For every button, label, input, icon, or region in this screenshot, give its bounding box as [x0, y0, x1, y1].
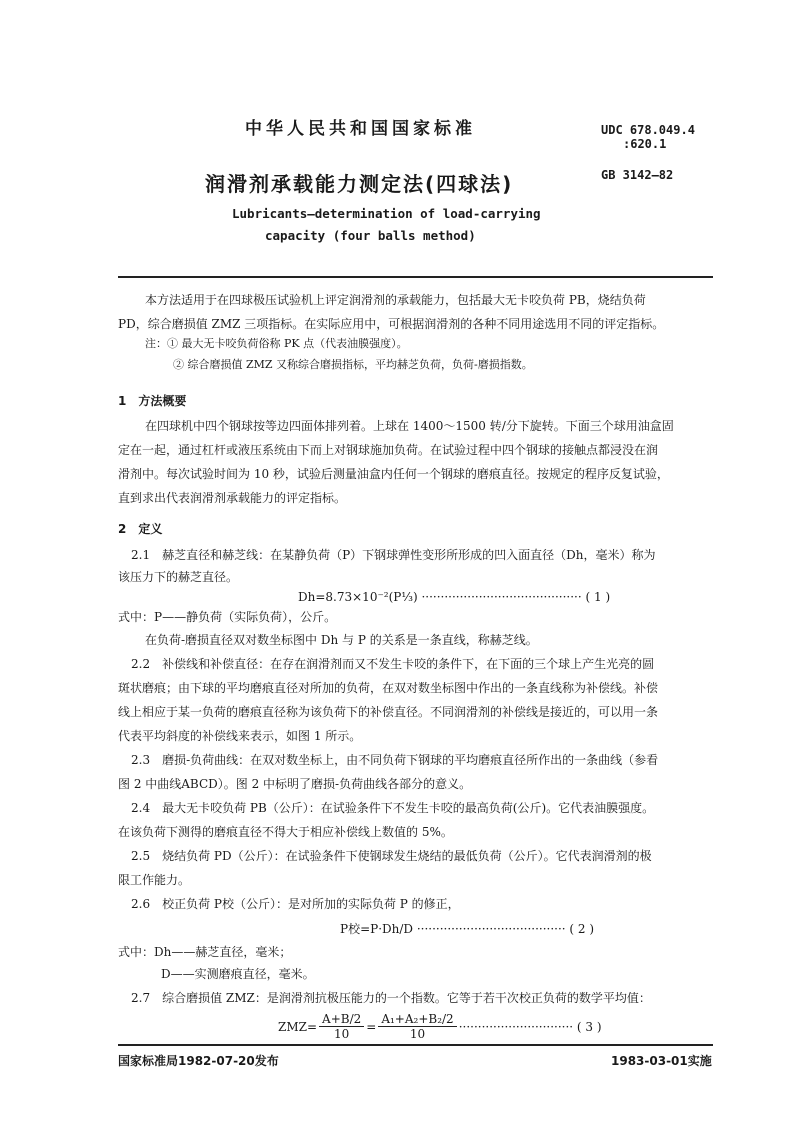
para-2-3-line: 图 2 中曲线ABCD）。图 2 中标明了磨损-负荷曲线各部分的意义。	[118, 777, 472, 791]
english-title-line-1: Lubricants—determination of load-carrying	[232, 206, 541, 221]
equation-1-where: 式中：P——静负荷（实际负荷），公斤。	[118, 610, 337, 624]
equation-3-fraction-2	[378, 1012, 456, 1041]
section-2-heading: 2 定义	[118, 522, 163, 536]
intro-note-1: 注：① 最大无卡咬负荷俗称 PK 点（代表油膜强度）。	[145, 337, 408, 350]
para-2-2-line: 斑状磨痕；由下球的平均磨痕直径对所加的负荷，在双对数坐标图中作出的一条直线称为补偿线。补偿	[118, 681, 659, 695]
equation-3-tail: ······························ ( 3 )	[458, 1019, 602, 1034]
equation-3-fraction-1	[319, 1012, 364, 1041]
equation-3-numerator-1: A+B/2	[319, 1012, 364, 1027]
gb-number: GB 3142—82	[601, 168, 674, 182]
equation-3-denominator-2: 10	[409, 1027, 426, 1041]
intro-line-2: PD，综合磨损值 ZMZ 三项指标。在实际应用中，可根据润滑剂的各种不同用途选用不同的评定指标。	[118, 317, 665, 331]
intro-note-2: ② 综合磨损值 ZMZ 又称综合磨损指标，平均赫芝负荷，负荷-磨损指数。	[173, 358, 533, 371]
equation-1: Dh=8.73×10⁻²(P⅓) ·········································· ( 1 )	[298, 590, 611, 604]
para-2-1-line-3: 在负荷-磨损直径双对数坐标图中 Dh 与 P 的关系是一条直线，称赫芝线。	[145, 633, 538, 647]
section-1-line: 滑剂中。每次试验时间为 10 秒，试验后测量油盒内任何一个钢球的磨痕直径。按规定的程序反复试验，	[118, 467, 669, 481]
para-2-5-line: 2.5 烧结负荷 PD（公斤）：在试验条件下使钢球发生烧结的最低负荷（公斤）。它代表润滑剂的极	[131, 849, 652, 863]
equation-3	[278, 1012, 602, 1041]
equation-2-where-2: D——实测磨痕直径，毫米。	[161, 967, 315, 981]
effective-date: 1983-03-01实施	[611, 1054, 712, 1068]
udc-line-2: :620.1	[623, 137, 667, 151]
udc-line-1: UDC 678.049.4	[601, 123, 695, 137]
para-2-5-line: 限工作能力。	[118, 873, 191, 887]
para-2-3-line: 2.3 磨损-负荷曲线：在双对数坐标上，由不同负荷下钢球的平均磨痕直径所作出的一条曲线（参看	[131, 753, 659, 767]
issue-date: 国家标准局1982-07-20发布	[118, 1054, 279, 1068]
equation-2-where-1: 式中：Dh——赫芝直径，毫米；	[118, 945, 292, 959]
equation-2: P校=P·Dh/D ······································· ( 2 )	[340, 922, 595, 936]
equation-3-numerator-2: A₁+A₂+B₂/2	[378, 1012, 456, 1027]
english-title-line-2: capacity (four balls method)	[265, 228, 476, 243]
para-2-2-line: 线上相应于某一负荷的磨痕直径称为该负荷下的补偿直径。不同润滑剂的补偿线是接近的，可以用一条	[118, 705, 659, 719]
para-2-4-line: 2.4 最大无卡咬负荷 PB（公斤）：在试验条件下不发生卡咬的最高负荷(公斤)。它代表油膜强度。	[131, 801, 655, 815]
para-2-1-line-2: 该压力下的赫芝直径。	[118, 570, 239, 584]
para-2-6-line: 2.6 校正负荷 P校（公斤）：是对所加的实际负荷 P 的修正，	[131, 897, 460, 911]
udc-code	[601, 123, 695, 151]
section-1-heading: 1 方法概要	[118, 394, 187, 408]
para-2-2-line: 代表平均斜度的补偿线来表示，如图 1 所示。	[118, 729, 362, 743]
intro-line-1: 本方法适用于在四球极压试验机上评定润滑剂的承载能力，包括最大无卡咬负荷 PB，烧结负荷	[145, 293, 646, 307]
section-1-line: 定在一起，通过杠杆或液压系统由下而上对钢球施加负荷。在试验过程中四个钢球的接触点都浸没在润	[118, 443, 659, 457]
para-2-2-line: 2.2 补偿线和补偿直径：在存在润滑剂而又不发生卡咬的条件下，在下面的三个球上产生光亮的圆	[131, 657, 655, 671]
footer-divider	[118, 1044, 713, 1046]
para-2-1-line-1: 2.1 赫芝直径和赫芝线：在某静负荷（P）下钢球弹性变形所形成的凹入面直径（Dh，毫米）称为	[131, 548, 656, 562]
equation-3-equals: =	[366, 1019, 377, 1034]
section-1-line: 在四球机中四个钢球按等边四面体排列着。上球在 1400～1500 转/分下旋转。下面三个球用油盒固	[145, 419, 674, 433]
section-1-line: 直到求出代表润滑剂承载能力的评定指标。	[118, 491, 347, 505]
standard-title: 中华人民共和国国家标准	[245, 119, 476, 139]
para-2-4-line: 在该负荷下测得的磨痕直径不得大于相应补偿线上数值的 5%。	[118, 825, 453, 839]
equation-3-denominator-1: 10	[334, 1027, 350, 1041]
header-divider	[118, 276, 713, 278]
para-2-7-line: 2.7 综合磨损值 ZMZ：是润滑剂抗极压能力的一个指数。它等于若干次校正负荷的数学平均值：	[131, 991, 651, 1005]
equation-3-lhs: ZMZ=	[278, 1019, 318, 1034]
main-title: 润滑剂承载能力测定法(四球法)	[205, 172, 514, 196]
